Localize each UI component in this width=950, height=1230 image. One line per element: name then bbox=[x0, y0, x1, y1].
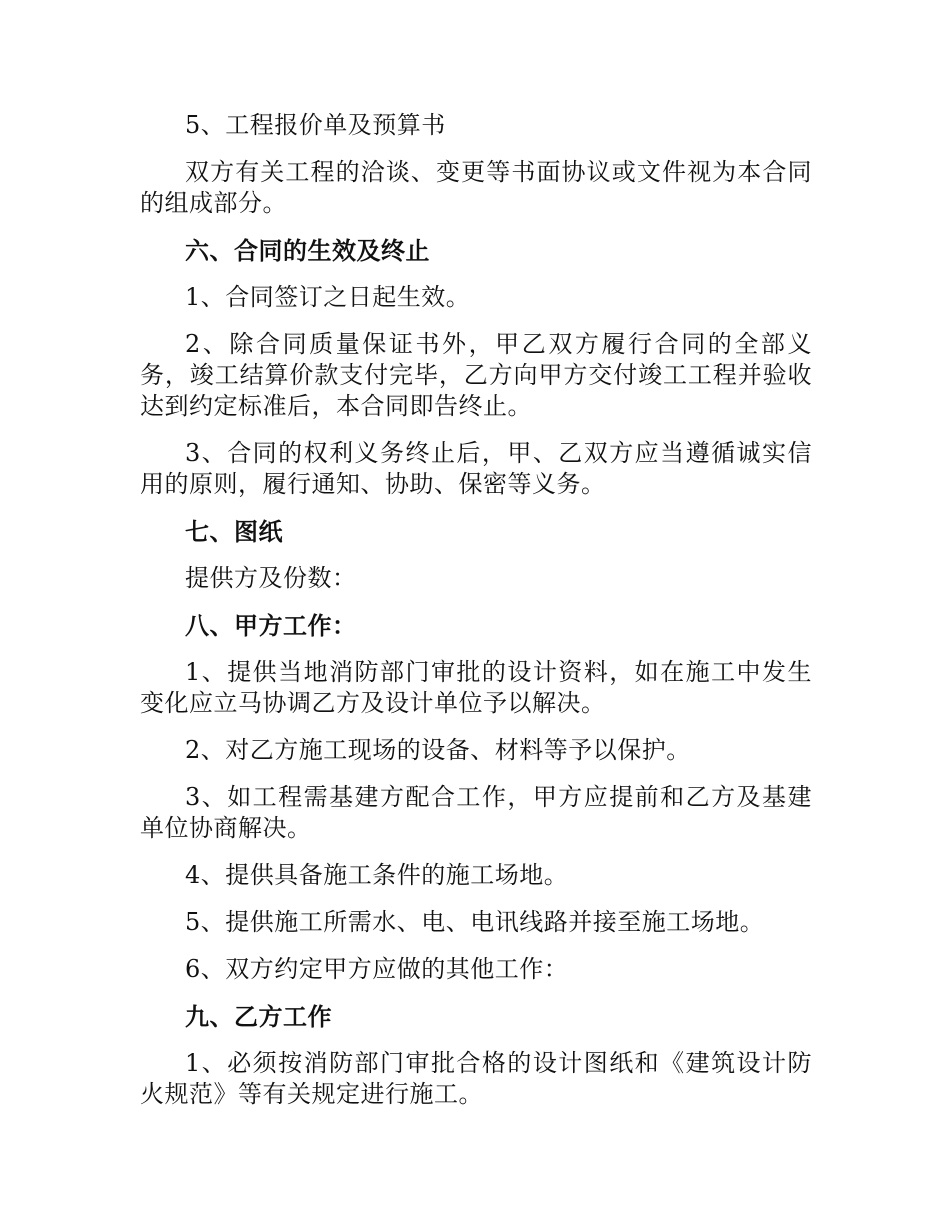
paragraph: 提供方及份数： bbox=[185, 564, 357, 592]
list-item: 2、对乙方施工现场的设备、材料等予以保护。 bbox=[185, 736, 691, 764]
section-heading: 八、甲方工作： bbox=[185, 611, 357, 640]
list-item: 2、除合同质量保证书外，甲乙双方履行合同的全部义务，竣工结算价款支付完毕，乙方向甲方交付竣工工程并验收达到约定标准后，本合同即告终止。 bbox=[140, 330, 812, 420]
list-item: 4、提供具备施工条件的施工场地。 bbox=[185, 861, 569, 889]
paragraph: 双方有关工程的洽谈、变更等书面协议或文件视为本合同的组成部分。 bbox=[140, 158, 812, 217]
list-item: 6、双方约定甲方应做的其他工作： bbox=[185, 955, 569, 983]
section-heading: 九、乙方工作 bbox=[185, 1002, 332, 1031]
list-item: 5、提供施工所需水、电、电讯线路并接至施工场地。 bbox=[185, 908, 765, 936]
list-item: 1、提供当地消防部门审批的设计资料，如在施工中发生变化应立马协调乙方及设计单位予以解决。 bbox=[140, 658, 812, 717]
list-item: 1、必须按消防部门审批合格的设计图纸和《建筑设计防火规范》等有关规定进行施工。 bbox=[140, 1049, 812, 1108]
list-item: 1、合同签订之日起生效。 bbox=[185, 283, 471, 311]
list-item: 3、如工程需基建方配合工作，甲方应提前和乙方及基建单位协商解决。 bbox=[140, 783, 812, 842]
section-heading: 七、图纸 bbox=[185, 517, 283, 546]
document-body bbox=[140, 110, 812, 1126]
list-item: 5、工程报价单及预算书 bbox=[185, 111, 446, 139]
list-item: 3、合同的权利义务终止后，甲、乙双方应当遵循诚实信用的原则，履行通知、协助、保密等义务。 bbox=[140, 439, 812, 498]
section-heading: 六、合同的生效及终止 bbox=[185, 236, 430, 265]
